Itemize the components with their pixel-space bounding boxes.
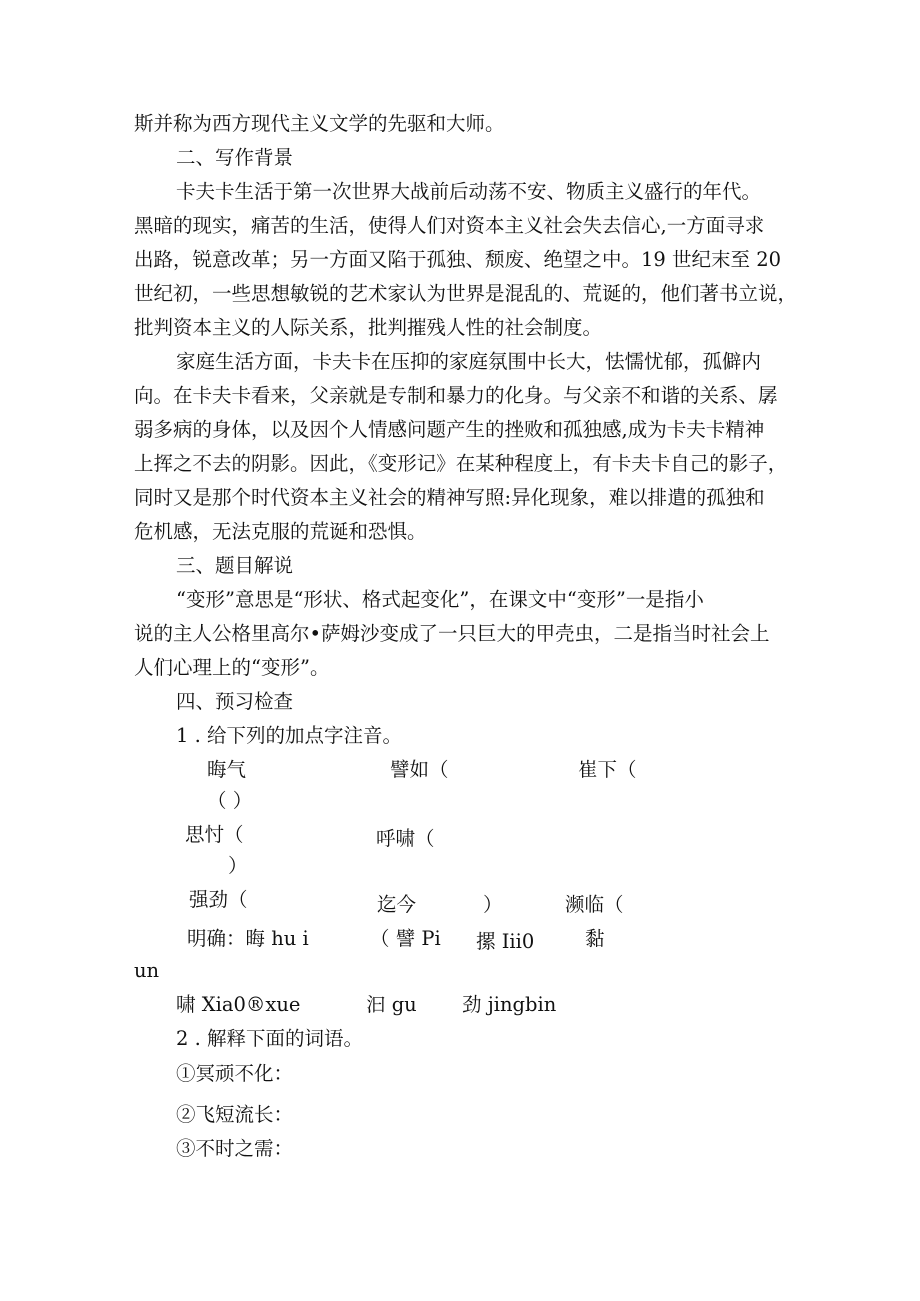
pinyin-blank: ） [483, 893, 503, 916]
paragraph-line: 出路，锐意改革；另一方面又陷于孤独、颓废、绝望之中。19 世纪末至 20 [134, 248, 782, 271]
paragraph-line: 黑暗的现实，痛苦的生活，使得人们对资本主义社会失去信心,一方面寻求 [134, 214, 765, 237]
answer-text: （ 譬 Pi [370, 927, 441, 950]
vocab-item: ③不时之需： [176, 1137, 294, 1160]
section-heading-preview-check: 四、预习检查 [176, 690, 294, 713]
answer-text: 黏 [585, 927, 605, 950]
question-2-prompt: 2 . 解释下面的词语。 [176, 1027, 364, 1050]
pinyin-blank: ） [228, 854, 248, 877]
paragraph-line: 批判资本主义的人际关系，批判摧残人性的社会制度。 [134, 316, 603, 339]
answer-text: 啸 Xia0®xue [176, 993, 301, 1016]
pinyin-blank: （ ） [207, 789, 253, 812]
paragraph-line: 家庭生活方面，卡夫卡在压抑的家庭氛围中长大，怯懦忧郁，孤僻内 [176, 350, 762, 373]
paragraph-line: 同时又是那个时代资本主义社会的精神写照:异化现象，难以排遣的孤独和 [134, 486, 765, 509]
vocab-item: ①冥顽不化： [176, 1062, 294, 1085]
pinyin-item: 濒临（ [565, 893, 624, 916]
pinyin-item: 崔下（ [578, 758, 637, 781]
section-heading-title-explanation: 三、题目解说 [176, 554, 294, 577]
paragraph-line: 说的主人公格里高尔•萨姆沙变成了一只巨大的甲壳虫，二是指当时社会上 [134, 622, 770, 645]
answer-text: 明确：晦 hu i [187, 927, 309, 950]
vocab-item: ②飞短流长： [176, 1103, 294, 1126]
paragraph-line: “变形”意思是“形状、格式起变化”，在课文中“变形”一是指小 [176, 588, 704, 611]
answer-text: 汩 gu [366, 993, 417, 1016]
intro-line: 斯并称为西方现代主义文学的先驱和大师。 [134, 112, 505, 135]
answer-text: 摞 Iii0 [476, 930, 535, 953]
paragraph-line: 向。在卡夫卡看来，父亲就是专制和暴力的化身。与父亲不和谐的关系、孱 [134, 384, 778, 407]
paragraph-line: 世纪初，一些思想敏锐的艺术家认为世界是混乱的、荒诞的，他们著书立说， [134, 282, 798, 305]
paragraph-line: 卡夫卡生活于第一次世界大战前后动荡不安、物质主义盛行的年代。 [176, 180, 762, 203]
answer-text: un [134, 959, 160, 982]
section-heading-writing-background: 二、写作背景 [176, 146, 294, 169]
pinyin-item: 呼啸（ [376, 827, 435, 850]
question-1-prompt: 1 . 给下列的加点字注音。 [176, 724, 403, 747]
paragraph-line: 弱多病的身体，以及因个人情感问题产生的挫败和孤独感,成为卡夫卡精神 [134, 418, 765, 441]
paragraph-line: 人们心理上的“变形”。 [134, 656, 330, 679]
pinyin-item: 晦气 [207, 758, 247, 781]
pinyin-item: 譬如（ [390, 758, 449, 781]
paragraph-line: 危机感，无法克服的荒诞和恐惧。 [134, 520, 427, 543]
pinyin-item: 思忖（ [185, 823, 244, 846]
pinyin-item: 迄今 [377, 893, 417, 916]
pinyin-item: 强劲（ [189, 888, 248, 911]
paragraph-line: 上挥之不去的阴影。因此，《变形记》在某种程度上，有卡夫卡自己的影子， [134, 452, 788, 475]
answer-text: 劲 jingbin [462, 993, 557, 1016]
